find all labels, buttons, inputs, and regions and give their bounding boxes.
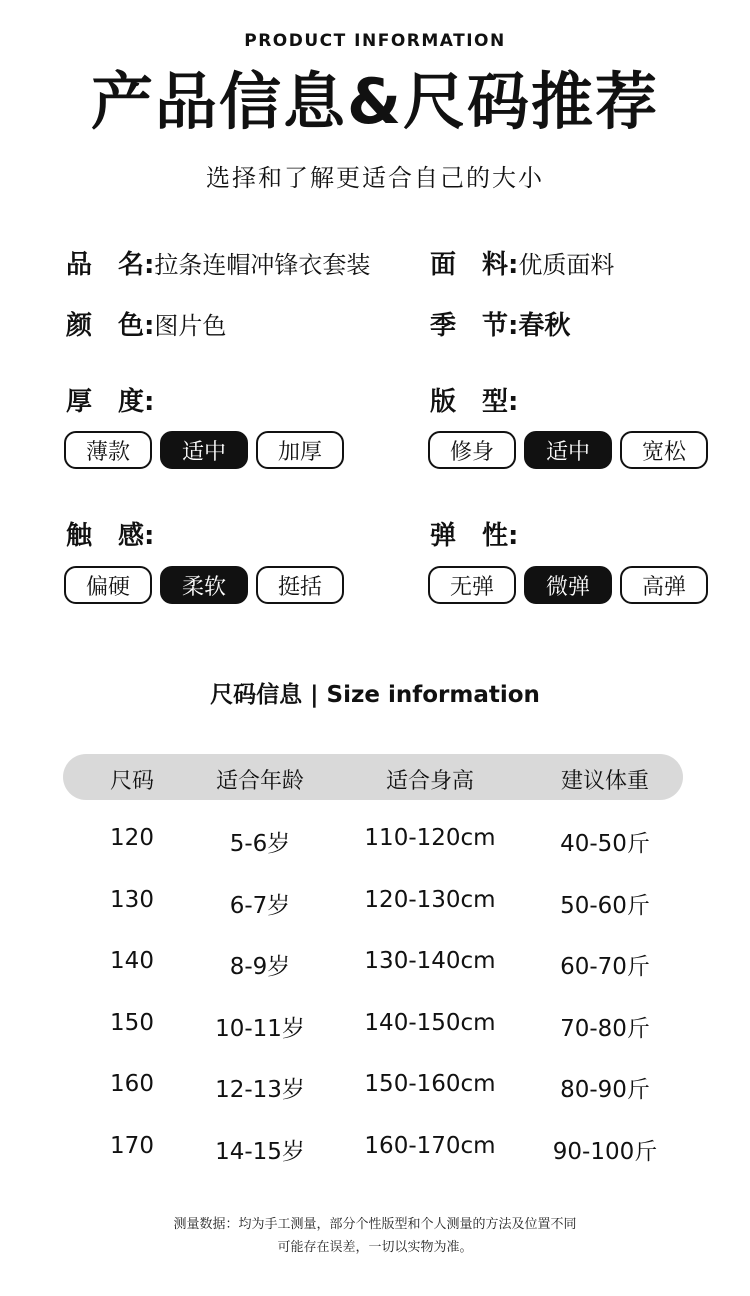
table-cell-height: 160-170cm: [364, 1132, 496, 1159]
thickness-option-1[interactable]: 适中: [160, 431, 248, 469]
table-cell-weight: 80-90斤: [560, 1077, 650, 1103]
thickness-options: [64, 431, 344, 469]
table-cell-size: 130: [110, 886, 154, 913]
touch-label: 触 感:: [66, 521, 155, 551]
table-cell-weight: 60-70斤: [560, 954, 650, 980]
page-title: 产品信息&尺码推荐: [90, 65, 660, 138]
table-cell-weight: 70-80斤: [560, 1015, 650, 1042]
table-cell-size: 150: [110, 1009, 154, 1036]
eyebrow-title: PRODUCT INFORMATION: [244, 31, 506, 51]
table-cell-weight: 40-50斤: [560, 831, 650, 857]
column-header-weight: 建议体重: [560, 769, 649, 794]
spec-name-value: 拉条连帽冲锋衣套装: [154, 251, 371, 279]
table-cell-height: 110-120cm: [364, 825, 496, 851]
spec-name: [66, 244, 370, 281]
table-cell-height: 130-140cm: [364, 948, 496, 974]
spec-fabric: [430, 244, 614, 281]
fit-options: [428, 431, 708, 469]
spec-fabric-label: 面 料:: [430, 250, 519, 280]
elasticity-option-1[interactable]: 微弹: [524, 566, 612, 604]
table-cell-age: 8-9岁: [229, 954, 291, 980]
touch-option-2[interactable]: 挺括: [256, 566, 344, 604]
touch-option-0[interactable]: 偏硬: [64, 566, 152, 604]
elasticity-option-0[interactable]: 无弹: [428, 566, 516, 604]
spec-color-label: 颜 色:: [66, 311, 155, 341]
table-cell-age: 12-13岁: [215, 1077, 305, 1103]
spec-name-label: 品 名:: [66, 250, 155, 280]
table-cell-height: 120-130cm: [364, 886, 496, 913]
thickness-option-0[interactable]: 薄款: [64, 431, 152, 469]
spec-season-value: 春秋: [518, 311, 571, 341]
fit-option-2[interactable]: 宽松: [620, 431, 708, 469]
table-cell-age: 5-6岁: [229, 831, 291, 857]
table-cell-age: 14-15岁: [215, 1138, 305, 1165]
table-cell-weight: 90-100斤: [552, 1138, 658, 1165]
spec-fabric-value: 优质面料: [518, 251, 615, 279]
fit-option-0[interactable]: 修身: [428, 431, 516, 469]
table-cell-size: 140: [110, 948, 154, 974]
column-header-height: 适合身高: [385, 769, 474, 794]
table-cell-age: 10-11岁: [215, 1015, 305, 1042]
spec-color: [66, 305, 226, 342]
spec-season: [430, 305, 570, 342]
table-cell-age: 6-7岁: [229, 892, 291, 919]
page-subtitle: 选择和了解更适合自己的大小: [206, 164, 544, 192]
table-cell-height: 140-150cm: [364, 1009, 496, 1036]
column-header-size: 尺码: [109, 769, 154, 794]
fit-label: 版 型:: [430, 387, 519, 417]
table-cell-height: 150-160cm: [364, 1071, 496, 1097]
fit-option-1[interactable]: 适中: [524, 431, 612, 469]
spec-color-value: 图片色: [154, 312, 227, 340]
touch-option-1[interactable]: 柔软: [160, 566, 248, 604]
thickness-label: 厚 度:: [66, 387, 155, 417]
table-cell-size: 160: [110, 1071, 154, 1097]
thickness-option-2[interactable]: 加厚: [256, 431, 344, 469]
elasticity-options: [428, 566, 708, 604]
footnote-line-2: 可能存在误差，一切以实物为准。: [277, 1240, 473, 1255]
elasticity-label: 弹 性:: [430, 521, 519, 551]
size-info-heading: 尺码信息 | Size information: [210, 682, 540, 708]
table-cell-size: 170: [110, 1132, 154, 1159]
elasticity-option-2[interactable]: 高弹: [620, 566, 708, 604]
table-cell-weight: 50-60斤: [560, 892, 650, 919]
column-header-age: 适合年龄: [215, 769, 304, 794]
table-cell-size: 120: [110, 825, 154, 851]
touch-options: [64, 566, 344, 604]
footnote-line-1: 测量数据：均为手工测量，部分个性版型和个人测量的方法及位置不同: [173, 1217, 577, 1232]
spec-season-label: 季 节:: [430, 311, 519, 341]
